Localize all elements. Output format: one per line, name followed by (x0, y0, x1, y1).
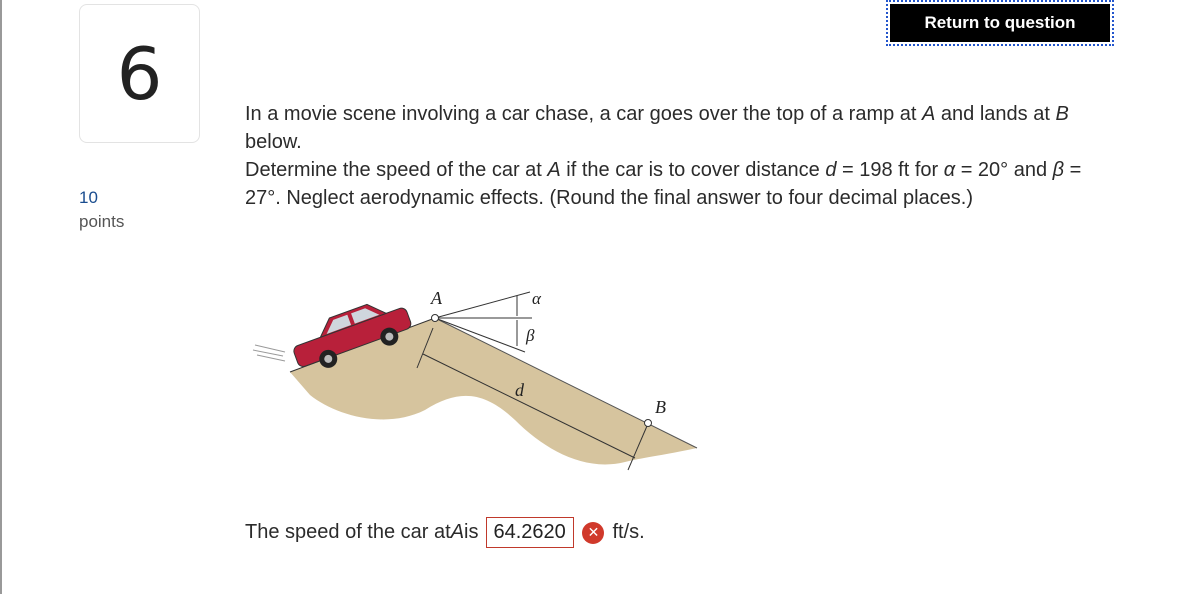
wrong-x-icon: ✕ (582, 522, 604, 544)
points-value: 10 (79, 188, 98, 207)
point-b-marker (645, 420, 652, 427)
figure-label-d: d (515, 380, 524, 400)
figure-label-a: A (431, 288, 442, 308)
figure-label-beta: β (526, 326, 535, 345)
point-b-ref: B (1055, 103, 1069, 125)
question-text (245, 100, 1115, 212)
answer-input[interactable]: 64.2620 (486, 517, 574, 548)
alpha-symbol: α (943, 159, 956, 181)
answer-prefix-end: is (464, 521, 479, 543)
answer-line (245, 517, 645, 548)
return-to-question-button[interactable] (886, 0, 1114, 46)
points-label: points (79, 212, 125, 231)
question-text-part: if the car is to cover distance (560, 159, 826, 181)
figure-label-alpha: α (532, 289, 541, 308)
question-paragraph-1 (245, 100, 1115, 156)
point-a-marker (432, 315, 439, 322)
question-text-part: and lands at (935, 103, 1056, 125)
figure-label-b: B (655, 397, 666, 417)
question-paragraph-2 (245, 156, 1115, 212)
point-a-ref: A (450, 521, 465, 543)
alpha-ref-line (435, 292, 530, 318)
question-text-part: below. (245, 131, 302, 153)
answer-unit: ft/s. (612, 521, 645, 543)
return-to-question-label: Return to question (890, 4, 1110, 42)
point-a-ref: A (922, 103, 936, 125)
question-text-part: = 20° and (955, 159, 1053, 181)
answer-prefix: The speed of the car at (245, 521, 451, 543)
question-text-part: = 27°. Neglect aerodynamic effects. (Round the final answer to four decimal places.) (245, 159, 1082, 209)
question-number: 6 (116, 31, 163, 116)
question-number-card (79, 4, 200, 143)
question-text-part: = 198 ft for (836, 159, 944, 181)
ramp-figure (245, 280, 715, 480)
question-text-part: In a movie scene involving a car chase, a car goes over the top of a ramp at (245, 103, 923, 125)
beta-symbol: β (1052, 159, 1065, 181)
distance-symbol: d (825, 159, 837, 181)
point-a-ref: A (547, 159, 561, 181)
question-text-part: Determine the speed of the car at (245, 159, 548, 181)
